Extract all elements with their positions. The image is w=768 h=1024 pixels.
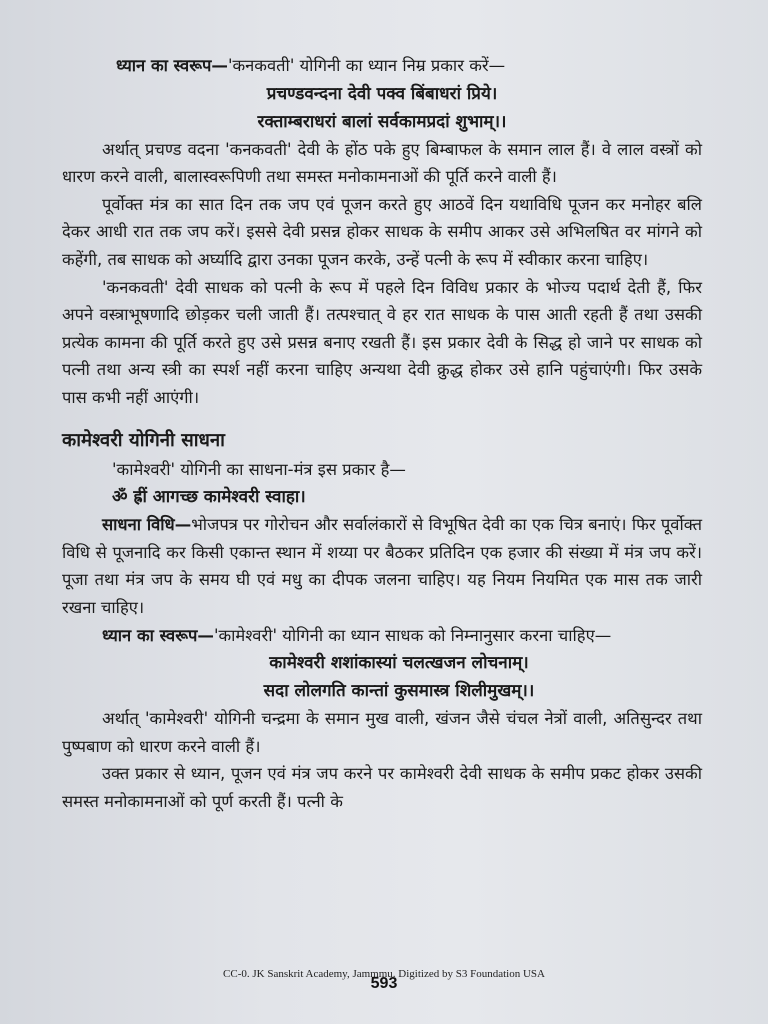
paragraph-procedure: पूर्वोक्त मंत्र का सात दिन तक जप एवं पूजन करते हुए आठवें दिन यथाविधि पूजन कर मनोहर बलि देकर आधी रात तक जप करें। इससे देवी प्रसन्न होकर साधक के समीप आकर उसे अभिलषित वर मांगने को कहेंगी, तब साधक को अर्घ्यादि द्वारा उनका पूजन करके, उन्हें पत्नी के रूप में स्वीकार करना चाहिए। <box>62 194 702 269</box>
mantra-line: ॐ ह्रीं आगच्छ कामेश्वरी स्वाहा। <box>112 487 306 508</box>
dhyan-text: 'कनकवती' योगिनी का ध्यान निम्र प्रकार करें— <box>227 56 506 75</box>
paragraph-result-2: उक्त प्रकार से ध्यान, पूजन एवं मंत्र जप करने पर कामेश्वरी देवी साधक के समीप प्रकट होकर उसकी समस्त मनोकामनाओं को पूर्ण करती हैं। पत्नी के <box>62 764 702 811</box>
paragraph-meaning-2: अर्थात् 'कामेश्वरी' योगिनी चन्द्रमा के समान मुख वाली, खंजन जैसे चंचल नेत्रों वाली, अतिसुन्दर तथा पुष्पबाण को धारण करने वाली हैं। <box>62 709 702 756</box>
section-heading: कामेश्वरी योगिनी साधना <box>62 429 225 451</box>
paragraph-dhyan-kameshwari <box>62 622 702 650</box>
paragraph-meaning: अर्थात् प्रचण्ड वदना 'कनकवती' देवी के होंठ पके हुए बिम्बाफल के समान लाल हैं। वे लाल वस्त्रों को धारण करने वाली, बालास्वरूपिणी तथा समस्त मनोकामनाओं की पूर्ति करने वाली हैं। <box>62 139 702 187</box>
dhyan-label-2: ध्यान का स्वरूप— <box>102 625 214 645</box>
verse-line-3: कामेश्वरी शशांकास्यां चलत्खजन लोचनाम्। <box>269 653 529 674</box>
vidhi-text: भोजपत्र पर गोरोचन और सर्वालंकारों से विभूषित देवी का एक चित्र बनाएं। फिर पूर्वोक्त विधि से पूजनादि कर किसी एकान्त स्थान में शय्या पर बैठकर प्रतिदिन एक हजार की संख्या में मंत्र जप करें। पूजा तथा मंत्र जप के समय घी एवं मधु का दीपक जलना चाहिए। यह नियम नियमित एक मास तक जारी रखना चाहिए। <box>62 515 702 617</box>
digitization-credit: CC-0. JK Sanskrit Academy, Jammmu. Digitized by S3 Foundation USA <box>223 968 545 980</box>
page-content <box>62 52 702 815</box>
verse-line-4: सदा लोलगति कान्तां कुसमास्त्र शिलीमुखम्।। <box>263 681 535 702</box>
dhyan-text-2: 'कामेश्वरी' योगिनी का ध्यान साधक को निम्नानुसार करना चाहिए— <box>213 625 612 645</box>
vidhi-label: साधना विधि— <box>102 515 192 535</box>
verse-line-2: रक्ताम्बराधरां बालां सर्वकामप्रदां शुभाम्।। <box>257 111 507 132</box>
page-number: 593 <box>370 975 398 992</box>
verse-line-1: प्रचण्डवन्दना देवी पक्व बिंबाधरां प्रिये। <box>266 83 498 104</box>
mantra-intro: 'कामेश्वरी' योगिनी का साधना-मंत्र इस प्रकार है— <box>112 459 406 479</box>
paragraph-result: 'कनकवती' देवी साधक को पत्नी के रूप में पहले दिन विविध प्रकार के भोज्य पदार्थ देती हैं, फिर अपने वस्त्राभूषणादि छोड़कर चली जाती हैं। तत्पश्चात् वे हर रात साधक के पास आती रहती हैं तथा उसकी प्रत्येक कामना की पूर्ति करते हुए उसे प्रसन्न बनाए रखती हैं। इस प्रकार देवी के सिद्ध हो जाने पर साधक को पत्नी तथा अन्य स्त्री का स्पर्श नहीं करना चाहिए अन्यथा देवी क्रुद्ध होकर उसे हानि पहुंचाएंगी। फिर उसके पास कभी नहीं आएंगी। <box>62 277 702 407</box>
dhyan-label: ध्यान का स्वरूप— <box>116 56 228 75</box>
dhyan-heading-kanakavati <box>62 52 702 80</box>
paragraph-sadhana-vidhi <box>62 511 702 621</box>
